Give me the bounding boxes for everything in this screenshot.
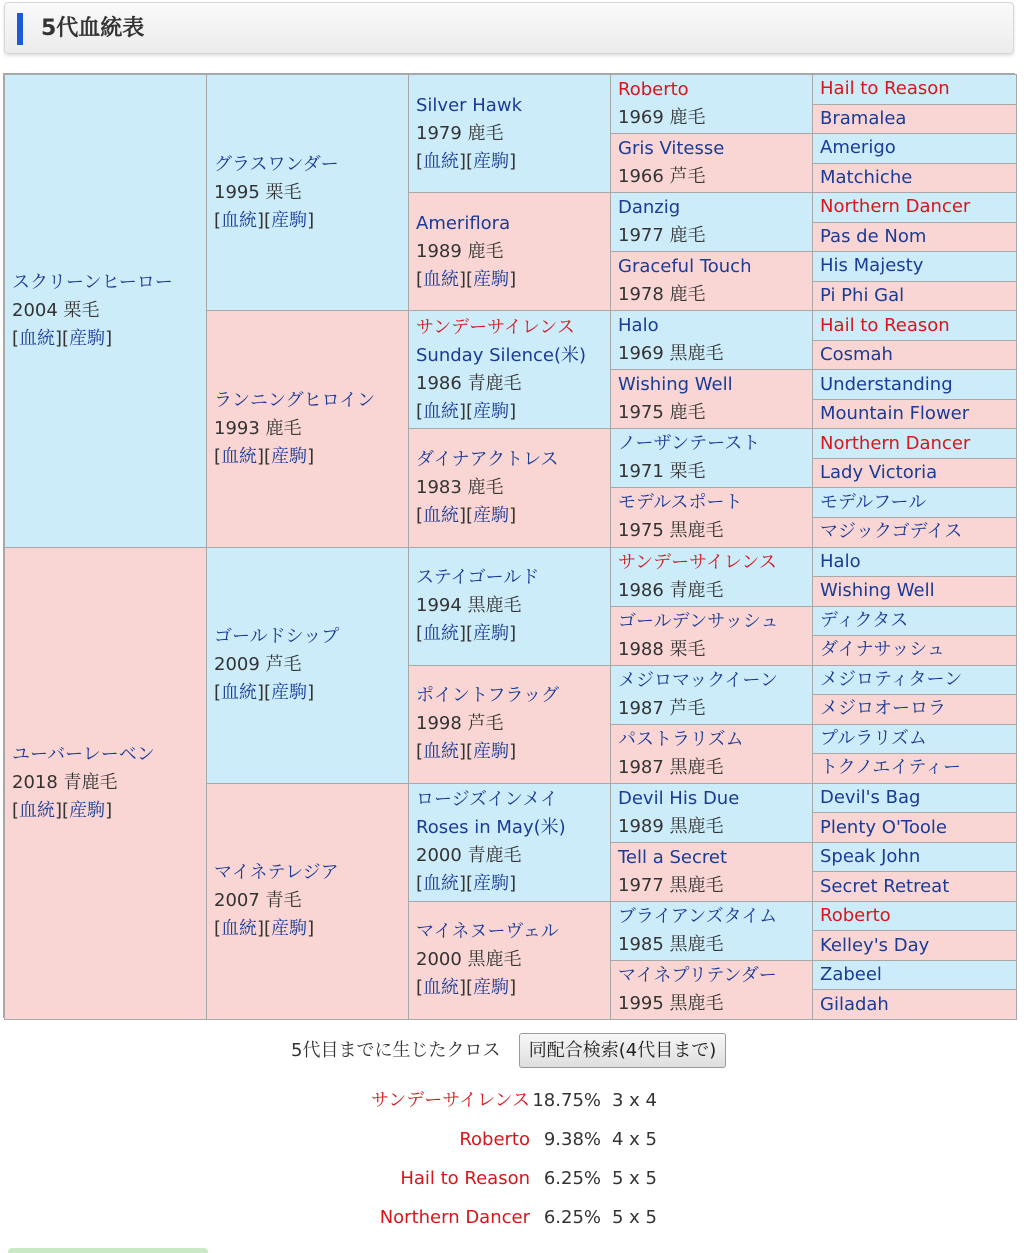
cross-generation: 5 x 5 <box>612 1207 657 1228</box>
horse-name-link[interactable]: ロージズインメイ <box>416 789 558 811</box>
offspring-link[interactable]: 産駒 <box>473 150 510 172</box>
horse-birth-color: 1969 鹿毛 <box>618 107 706 129</box>
horse-info <box>214 859 406 943</box>
horse-birth-color: 2000 青鹿毛 <box>416 845 522 867</box>
offspring-link[interactable]: 産駒 <box>69 800 106 822</box>
gen4-horse-cell <box>610 783 813 843</box>
offspring-link[interactable]: 産駒 <box>473 268 510 290</box>
pedigree-link[interactable]: 血統 <box>19 800 56 822</box>
gen2-horse-cell <box>206 310 409 547</box>
gen4-horse-cell <box>610 428 813 488</box>
gen5-horse-cell <box>812 694 1017 725</box>
horse-info <box>820 754 1014 782</box>
horse-birth-color: 1987 芦毛 <box>618 697 706 719</box>
horse-name-link[interactable]: Lady Victoria <box>820 462 938 484</box>
horse-name-link[interactable]: Pas de Nom <box>820 225 927 247</box>
horse-links: [血統][産駒] <box>214 918 315 940</box>
horse-name-link[interactable]: Kelley's Day <box>820 934 930 956</box>
gen5-horse-cell <box>812 665 1017 696</box>
horse-info <box>820 725 1014 753</box>
horse-name-link[interactable]: モデルスポート <box>618 492 743 514</box>
horse-info <box>820 636 1014 664</box>
horse-info <box>820 548 1014 576</box>
horse-info <box>214 151 406 235</box>
cross-horse-link[interactable]: Northern Dancer <box>379 1207 530 1228</box>
horse-info <box>618 312 810 368</box>
gen5-horse-cell <box>812 635 1017 666</box>
horse-links: [血統][産駒] <box>416 977 517 999</box>
pedigree-link[interactable]: 血統 <box>423 268 460 290</box>
horse-name-link[interactable]: Giladah <box>820 993 889 1015</box>
gen4-horse-cell <box>610 547 813 607</box>
horse-name-link[interactable]: Cosmah <box>820 344 893 366</box>
horse-links: [血統][産駒] <box>416 268 517 290</box>
horse-links: [血統][産駒] <box>214 445 315 467</box>
cross-label: 5代目までに生じたクロス <box>291 1040 501 1061</box>
cross-section <box>0 1018 1024 1253</box>
pedigree-link[interactable]: 血統 <box>19 327 56 349</box>
gen5-horse-cell <box>812 104 1017 135</box>
horse-name-link[interactable]: ダイナアクトレス <box>416 448 559 470</box>
section-title: 5代血統表 <box>41 16 145 41</box>
gen3-horse-cell <box>408 783 611 902</box>
horse-info <box>618 489 810 545</box>
horse-name-link[interactable]: ディクタス <box>820 609 909 631</box>
gen5-horse-cell <box>812 606 1017 637</box>
horse-links: [血統][産駒] <box>12 800 113 822</box>
horse-info <box>618 430 810 486</box>
pedigree-link[interactable]: 血統 <box>221 209 258 231</box>
horse-links: [血統][産駒] <box>12 327 113 349</box>
horse-name-link[interactable]: ポイントフラッグ <box>416 685 560 707</box>
horse-info <box>820 459 1014 487</box>
pedigree-link[interactable]: 血統 <box>221 682 258 704</box>
pedigree-link[interactable]: 血統 <box>423 400 460 422</box>
horse-name-link[interactable]: Devil His Due <box>618 787 740 809</box>
horse-links: [血統][産駒] <box>416 873 517 895</box>
cross-row <box>0 1086 1024 1116</box>
offspring-link[interactable]: 産駒 <box>473 623 510 645</box>
horse-birth-color: 1983 鹿毛 <box>416 476 504 498</box>
horse-name-link[interactable]: Halo <box>820 550 861 572</box>
gen4-horse-cell <box>610 192 813 252</box>
pedigree-link[interactable]: 血統 <box>423 741 460 763</box>
horse-info <box>618 726 810 782</box>
horse-name-link[interactable]: マジックゴデイス <box>820 521 963 543</box>
horse-birth-color: 2004 栗毛 <box>12 299 100 321</box>
horse-name-link[interactable]: Hail to Reason <box>820 314 950 336</box>
horse-info <box>820 371 1014 399</box>
gen5-horse-cell <box>812 576 1017 607</box>
horse-info <box>618 608 810 664</box>
horse-info <box>618 667 810 723</box>
horse-info <box>820 223 1014 251</box>
horse-info <box>820 341 1014 369</box>
horse-info <box>416 786 608 898</box>
horse-birth-color: 1975 黒鹿毛 <box>618 520 724 542</box>
horse-birth-color: 1993 鹿毛 <box>214 417 302 439</box>
cross-row <box>0 1164 1024 1194</box>
gen4-horse-cell <box>610 606 813 666</box>
horse-info <box>820 607 1014 635</box>
gen5-horse-cell <box>812 753 1017 784</box>
horse-birth-color: 1975 鹿毛 <box>618 402 706 424</box>
horse-info <box>416 918 608 1002</box>
horse-name-link[interactable]: メジロティターン <box>820 668 963 690</box>
gen3-horse-cell <box>408 428 611 547</box>
horse-name-link[interactable]: スクリーンヒーロー <box>12 271 173 293</box>
horse-links: [血統][産駒] <box>214 682 315 704</box>
horse-info <box>416 564 608 648</box>
horse-info <box>618 253 810 309</box>
horse-name-link[interactable]: Plenty O'Toole <box>820 816 947 838</box>
section-accent-bar <box>17 13 23 45</box>
gen5-horse-cell <box>812 340 1017 371</box>
gen5-horse-cell <box>812 960 1017 991</box>
horse-links: [血統][産駒] <box>416 741 517 763</box>
offspring-link[interactable]: 産駒 <box>271 918 308 940</box>
horse-name-link[interactable]: Amerigo <box>820 137 896 159</box>
horse-birth-color: 1979 鹿毛 <box>416 122 504 144</box>
gen5-horse-cell <box>812 399 1017 430</box>
horse-links: [血統][産駒] <box>416 504 517 526</box>
horse-info <box>416 446 608 530</box>
offspring-link[interactable]: 産駒 <box>69 327 106 349</box>
cross-percent: 6.25% <box>543 1207 601 1228</box>
horse-info <box>820 784 1014 812</box>
horse-birth-color: 1995 黒鹿毛 <box>618 992 724 1014</box>
gen5-horse-cell <box>812 222 1017 253</box>
horse-name-link[interactable]: Devil's Bag <box>820 787 921 809</box>
horse-info <box>820 252 1014 280</box>
gen3-horse-cell <box>408 74 611 193</box>
cross-horse-link[interactable]: サンデーサイレンス <box>371 1090 530 1111</box>
gen4-horse-cell <box>610 901 813 961</box>
horse-info <box>820 430 1014 458</box>
horse-info <box>820 489 1014 517</box>
gen3-horse-cell <box>408 665 611 784</box>
horse-info <box>618 785 810 841</box>
horse-name-link[interactable]: His Majesty <box>820 255 924 277</box>
cross-generation: 3 x 4 <box>612 1090 657 1111</box>
horse-name-link[interactable]: Wishing Well <box>820 580 935 602</box>
horse-name-link[interactable]: Halo <box>618 315 659 337</box>
horse-info <box>416 210 608 294</box>
pedigree-link[interactable]: 血統 <box>221 918 258 940</box>
gen5-horse-cell <box>812 517 1017 548</box>
horse-name-link[interactable]: Speak John <box>820 846 921 868</box>
horse-links: [血統][産駒] <box>416 400 517 422</box>
horse-info <box>820 75 1014 103</box>
gen5-horse-cell <box>812 163 1017 194</box>
horse-name-link[interactable]: Graceful Touch <box>618 256 752 278</box>
horse-birth-color: 1989 黒鹿毛 <box>618 815 724 837</box>
gen5-horse-cell <box>812 310 1017 341</box>
horse-info <box>820 991 1014 1019</box>
horse-name-link[interactable]: パストラリズム <box>618 728 744 750</box>
horse-birth-color: 1988 栗毛 <box>618 638 706 660</box>
horse-name-link[interactable]: Northern Dancer <box>820 196 971 218</box>
horse-birth-color: 1966 芦毛 <box>618 166 706 188</box>
gen3-horse-cell <box>408 310 611 429</box>
horse-info <box>820 666 1014 694</box>
horse-info <box>820 814 1014 842</box>
gen5-horse-cell <box>812 458 1017 489</box>
gen4-horse-cell <box>610 310 813 370</box>
gen5-horse-cell <box>812 783 1017 814</box>
horse-info <box>820 400 1014 428</box>
section-header <box>4 2 1014 54</box>
horse-name-link[interactable]: Hail to Reason <box>820 78 950 100</box>
horse-info <box>618 962 810 1018</box>
horse-birth-color: 1969 黒鹿毛 <box>618 343 724 365</box>
horse-name-link[interactable]: マイネプリテンダー <box>618 964 777 986</box>
horse-name-link[interactable]: ゴールデンサッシュ <box>618 610 779 632</box>
offspring-link[interactable]: 産駒 <box>473 977 510 999</box>
gen5-horse-cell <box>812 842 1017 873</box>
offspring-link[interactable]: 産駒 <box>271 209 308 231</box>
horse-name-link[interactable]: マイネヌーヴェル <box>416 921 559 943</box>
horse-birth-color: 1986 青鹿毛 <box>416 372 522 394</box>
horse-info <box>820 193 1014 221</box>
horse-name-link[interactable]: ノーザンテースト <box>618 433 761 455</box>
gen5-horse-cell <box>812 901 1017 932</box>
horse-info <box>416 682 608 766</box>
pedigree-link[interactable]: 血統 <box>221 445 258 467</box>
horse-birth-color: 1971 栗毛 <box>618 461 706 483</box>
gen4-horse-cell <box>610 487 813 547</box>
horse-name-link[interactable]: Northern Dancer <box>820 432 971 454</box>
cross-generation: 5 x 5 <box>612 1168 657 1189</box>
horse-name-link[interactable]: Matchiche <box>820 166 913 188</box>
horse-name-link[interactable]: サンデーサイレンス <box>618 551 777 573</box>
offspring-link[interactable]: 産駒 <box>473 741 510 763</box>
gen3-horse-cell <box>408 901 611 1020</box>
horse-name-link[interactable]: Mountain Flower <box>820 403 970 425</box>
horse-name-link[interactable]: Ameriflora <box>416 212 511 234</box>
horse-name-link[interactable]: Wishing Well <box>618 374 733 396</box>
horse-alt-name-link[interactable]: Sunday Silence(米) <box>416 344 586 366</box>
horse-name-link[interactable]: ステイゴールド <box>416 567 540 589</box>
gen5-horse-cell <box>812 281 1017 312</box>
cross-percent: 18.75% <box>532 1090 601 1111</box>
horse-birth-color: 1987 黒鹿毛 <box>618 756 724 778</box>
horse-info <box>820 873 1014 901</box>
gen4-horse-cell <box>610 251 813 311</box>
horse-links: [血統][産駒] <box>416 150 517 172</box>
horse-info <box>820 695 1014 723</box>
horse-info <box>12 741 204 825</box>
pedigree-link[interactable]: 血統 <box>423 623 460 645</box>
offspring-link[interactable]: 産駒 <box>271 445 308 467</box>
horse-info <box>820 932 1014 960</box>
horse-info <box>820 518 1014 546</box>
gen4-horse-cell <box>610 133 813 193</box>
horse-info <box>820 961 1014 989</box>
cross-percent: 6.25% <box>543 1168 601 1189</box>
horse-info <box>618 76 810 132</box>
horse-info <box>618 135 810 191</box>
horse-birth-color: 2000 黒鹿毛 <box>416 949 522 971</box>
horse-birth-color: 1977 鹿毛 <box>618 225 706 247</box>
horse-info <box>820 902 1014 930</box>
gen1-horse-cell <box>4 547 207 1021</box>
horse-birth-color: 2007 青毛 <box>214 890 302 912</box>
horse-name-link[interactable]: Roberto <box>820 905 891 927</box>
horse-info <box>416 92 608 176</box>
horse-birth-color: 1977 黒鹿毛 <box>618 874 724 896</box>
horse-birth-color: 1998 芦毛 <box>416 713 504 735</box>
horse-info <box>618 844 810 900</box>
horse-info <box>618 371 810 427</box>
horse-birth-color: 1995 栗毛 <box>214 181 302 203</box>
horse-name-link[interactable]: マイネテレジア <box>214 862 339 884</box>
horse-name-link[interactable]: トクノエイティー <box>820 757 961 779</box>
horse-name-link[interactable]: ブライアンズタイム <box>618 905 778 927</box>
horse-name-link[interactable]: Tell a Secret <box>618 846 728 868</box>
gen5-horse-cell <box>812 989 1017 1020</box>
horse-birth-color: 1989 鹿毛 <box>416 240 504 262</box>
gen5-horse-cell <box>812 251 1017 282</box>
horse-info <box>820 134 1014 162</box>
gen3-horse-cell <box>408 547 611 666</box>
horse-info <box>820 164 1014 192</box>
gen4-horse-cell <box>610 842 813 902</box>
horse-name-link[interactable]: Danzig <box>618 197 681 219</box>
horse-name-link[interactable]: ランニングヒロイン <box>214 389 376 411</box>
gen5-horse-cell <box>812 369 1017 400</box>
horse-info <box>214 387 406 471</box>
horse-name-link[interactable]: Gris Vitesse <box>618 138 725 160</box>
cross-row <box>0 1203 1024 1233</box>
gen1-horse-cell <box>4 74 207 548</box>
horse-info <box>12 269 204 353</box>
offspring-link[interactable]: 産駒 <box>473 873 510 895</box>
gen4-horse-cell <box>610 74 813 134</box>
horse-name-link[interactable]: メジロマックイーン <box>618 669 779 691</box>
horse-birth-color: 1994 黒鹿毛 <box>416 595 522 617</box>
gen5-horse-cell <box>812 74 1017 105</box>
next-section-edge <box>8 1248 208 1253</box>
pedigree-link[interactable]: 血統 <box>423 873 460 895</box>
cross-percent: 9.38% <box>543 1129 601 1150</box>
horse-name-link[interactable]: サンデーサイレンス <box>416 316 575 338</box>
gen5-horse-cell <box>812 192 1017 223</box>
horse-birth-color: 2018 青鹿毛 <box>12 772 118 794</box>
cross-row <box>0 1125 1024 1155</box>
offspring-link[interactable]: 産駒 <box>271 682 308 704</box>
horse-links: [血統][産駒] <box>416 623 517 645</box>
horse-birth-color: 2009 芦毛 <box>214 654 302 676</box>
offspring-link[interactable]: 産駒 <box>473 400 510 422</box>
horse-birth-color: 1978 鹿毛 <box>618 284 706 306</box>
pedigree-table <box>3 73 1015 1018</box>
gen4-horse-cell <box>610 724 813 784</box>
horse-birth-color: 1985 黒鹿毛 <box>618 933 724 955</box>
horse-name-link[interactable]: Understanding <box>820 373 953 395</box>
horse-info <box>214 623 406 707</box>
horse-birth-color: 1986 青鹿毛 <box>618 579 724 601</box>
gen5-horse-cell <box>812 812 1017 843</box>
gen3-horse-cell <box>408 192 611 311</box>
gen2-horse-cell <box>206 783 409 1020</box>
horse-info <box>820 843 1014 871</box>
gen5-horse-cell <box>812 871 1017 902</box>
horse-info <box>820 312 1014 340</box>
horse-name-link[interactable]: モデルフール <box>820 491 927 513</box>
gen5-horse-cell <box>812 547 1017 578</box>
pedigree-link[interactable]: 血統 <box>423 504 460 526</box>
gen5-horse-cell <box>812 724 1017 755</box>
pedigree-link[interactable]: 血統 <box>423 150 460 172</box>
gen4-horse-cell <box>610 960 813 1020</box>
horse-name-link[interactable]: Roberto <box>618 79 689 101</box>
horse-links: [血統][産駒] <box>214 209 315 231</box>
gen2-horse-cell <box>206 547 409 784</box>
gen5-horse-cell <box>812 487 1017 518</box>
gen2-horse-cell <box>206 74 409 311</box>
horse-name-link[interactable]: メジロオーロラ <box>820 698 946 720</box>
gen4-horse-cell <box>610 369 813 429</box>
cross-generation: 4 x 5 <box>612 1129 657 1150</box>
offspring-link[interactable]: 産駒 <box>473 504 510 526</box>
horse-name-link[interactable]: ゴールドシップ <box>214 626 340 648</box>
cross-horse-link[interactable]: Hail to Reason <box>400 1168 530 1189</box>
horse-info <box>618 194 810 250</box>
horse-info <box>820 282 1014 310</box>
horse-info <box>618 903 810 959</box>
horse-name-link[interactable]: Secret Retreat <box>820 875 950 897</box>
horse-info <box>820 105 1014 133</box>
gen4-horse-cell <box>610 665 813 725</box>
horse-name-link[interactable]: ダイナサッシュ <box>820 639 945 661</box>
horse-info <box>820 577 1014 605</box>
horse-name-link[interactable]: Zabeel <box>820 964 882 986</box>
gen5-horse-cell <box>812 133 1017 164</box>
horse-info <box>618 549 810 605</box>
horse-name-link[interactable]: ユーバーレーベン <box>12 744 155 766</box>
horse-alt-name-link[interactable]: Roses in May(米) <box>416 817 566 839</box>
gen5-horse-cell <box>812 428 1017 459</box>
same-breeding-search-button[interactable]: 同配合検索(4代目まで) <box>519 1033 726 1068</box>
horse-info <box>416 314 608 426</box>
pedigree-link[interactable]: 血統 <box>423 977 460 999</box>
horse-name-link[interactable]: グラスワンダー <box>214 153 339 175</box>
horse-name-link[interactable]: Silver Hawk <box>416 94 522 116</box>
horse-name-link[interactable]: Pi Phi Gal <box>820 284 905 306</box>
horse-name-link[interactable]: Bramalea <box>820 107 907 129</box>
gen5-horse-cell <box>812 930 1017 961</box>
horse-name-link[interactable]: プルラリズム <box>820 727 927 749</box>
cross-horse-link[interactable]: Roberto <box>459 1129 530 1150</box>
